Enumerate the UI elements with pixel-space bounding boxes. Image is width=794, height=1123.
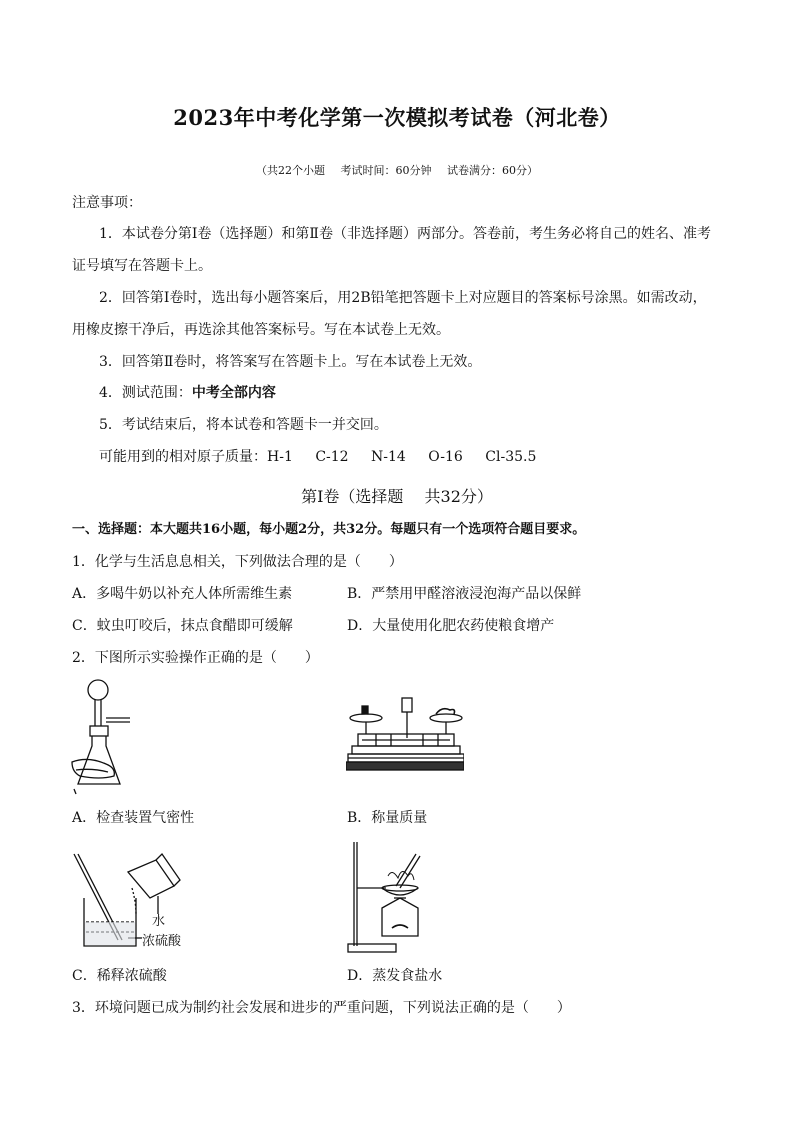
q1-stem: 1．化学与生活息息相关，下列做法合理的是（ ） xyxy=(72,554,403,570)
q3-stem: 3．环境问题已成为制约社会发展和进步的严重问题，下列说法正确的是（ ） xyxy=(72,1000,571,1016)
label-concentrated-acid: 浓硫酸 xyxy=(142,934,182,949)
exam-score: 试卷满分：60分） xyxy=(447,164,538,177)
exam-subtitle xyxy=(0,162,794,178)
atomic-mass-cl: Cl-35.5 xyxy=(485,449,537,465)
notice-item-4 xyxy=(99,383,276,403)
label-water: 水 xyxy=(152,914,166,929)
section-1-title: 第Ⅰ卷（选择题 共32分） xyxy=(301,487,493,506)
notice-item-5: 5．考试结束后，将本试卷和答题卡一并交回。 xyxy=(99,417,388,433)
q1-option-b: B．严禁用甲醛溶液浸泡海产品以保鲜 xyxy=(347,586,582,602)
notice-item-4-prefix: 4．测试范围： xyxy=(99,385,192,401)
exam-title: 2023年中考化学第一次模拟考试卷（河北卷） xyxy=(173,105,621,130)
part-1-heading: 一、选择题：本大题共16小题，每小题2分，共32分。每题只有一个选项符合题目要求。 xyxy=(72,522,586,537)
notice-item-1-line-2: 证号填写在答题卡上。 xyxy=(72,258,212,274)
atomic-masses-label: 可能用到的相对原子质量： xyxy=(99,449,267,465)
notice-heading: 注意事项： xyxy=(72,195,142,211)
atomic-masses xyxy=(99,447,536,467)
exam-time: 考试时间：60分钟 xyxy=(340,164,432,177)
q2-stem: 2．下图所示实验操作正确的是（ ） xyxy=(72,650,319,666)
airtightness-apparatus-figure xyxy=(70,676,150,798)
q2-option-b: B．称量质量 xyxy=(347,810,428,826)
notice-item-3: 3．回答第Ⅱ卷时，将答案写在答题卡上。写在本试卷上无效。 xyxy=(99,354,482,370)
balance-figure xyxy=(346,694,464,774)
atomic-mass-c: C-12 xyxy=(315,449,349,465)
test-scope: 中考全部内容 xyxy=(191,385,276,401)
q2-option-a: A．检查装置气密性 xyxy=(72,810,195,826)
notice-item-2-line-2: 用橡皮擦干净后，再选涂其他答案标号。写在本试卷上无效。 xyxy=(72,322,450,338)
atomic-mass-o: O-16 xyxy=(428,449,463,465)
q2-option-d: D．蒸发食盐水 xyxy=(347,968,443,984)
notice-item-1-line-1: 1．本试卷分第Ⅰ卷（选择题）和第Ⅱ卷（非选择题）两部分。答卷前，考生务必将自己的姓名、准考 xyxy=(99,226,711,242)
notice-item-2-line-1: 2．回答第Ⅰ卷时，选出每小题答案后，用2B铅笔把答题卡上对应题目的答案标号涂黑。如需改动， xyxy=(99,290,707,306)
atomic-mass-n: N-14 xyxy=(371,449,406,465)
question-count: （共22个小题 xyxy=(256,164,325,177)
atomic-mass-h: H-1 xyxy=(267,449,293,465)
q1-option-a: A．多喝牛奶以补充人体所需维生素 xyxy=(72,586,293,602)
q1-option-d: D．大量使用化肥农药使粮食增产 xyxy=(347,618,555,634)
evaporation-figure xyxy=(346,838,442,954)
q1-option-c: C．蚊虫叮咬后，抹点食醋即可缓解 xyxy=(72,618,293,634)
q2-option-c: C．稀释浓硫酸 xyxy=(72,968,167,984)
